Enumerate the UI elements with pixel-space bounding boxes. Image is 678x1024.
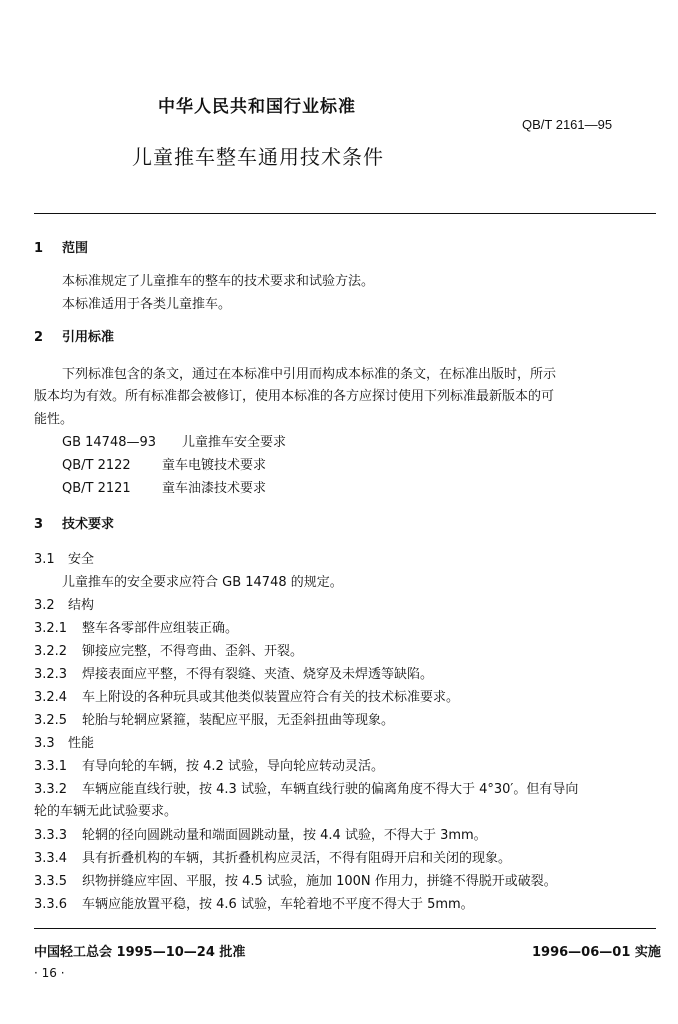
clause-number: 3.3.1	[34, 759, 68, 774]
section-number: 1	[34, 241, 44, 256]
reference-item	[62, 458, 266, 474]
clause	[34, 713, 394, 729]
standard-code: QB/T 2161—95	[522, 117, 613, 132]
section-3-heading	[34, 517, 114, 533]
clause-number: 3.3.4	[34, 851, 68, 866]
approval-date: 中国轻工总会 1995—10—24 批准	[34, 945, 246, 960]
reference-code: GB 14748—93	[62, 435, 157, 450]
header-rule	[34, 213, 656, 214]
clause	[34, 897, 474, 913]
clause	[34, 621, 238, 637]
clause-text: 具有折叠机构的车辆，其折叠机构应灵活，不得有阻碍开启和关闭的现象。	[82, 851, 512, 866]
clause-number: 3.2.1	[34, 621, 68, 636]
paragraph: 能性。	[34, 412, 74, 427]
paragraph: 下列标准包含的条文，通过在本标准中引用而构成本标准的条文，在标准出版时，所示	[62, 367, 557, 382]
clause-number: 3.2.4	[34, 690, 68, 705]
clause-text: 整车各零部件应组装正确。	[82, 621, 239, 636]
clause-text: 车上附设的各种玩具或其他类似装置应符合有关的技术标准要求。	[82, 690, 460, 705]
subsection-number: 3.2	[34, 598, 55, 613]
clause	[34, 782, 578, 798]
clause-number: 3.3.5	[34, 874, 68, 889]
paragraph: 本标准规定了儿童推车的整车的技术要求和试验方法。	[62, 274, 375, 289]
section-title: 技术要求	[62, 517, 115, 532]
clause-text: 轮胎与轮辋应紧箍，装配应平服，无歪斜扭曲等现象。	[82, 713, 395, 728]
reference-item	[62, 481, 266, 497]
reference-name: 童车油漆技术要求	[162, 481, 267, 496]
clause	[34, 851, 511, 867]
paragraph: 版本均为有效。所有标准都会被修订，使用本标准的各方应探讨使用下列标准最新版本的可	[34, 389, 555, 404]
reference-item	[62, 435, 286, 451]
subsection-number: 3.1	[34, 552, 55, 567]
subsection-title: 安全	[68, 552, 95, 567]
page-number: · 16 ·	[34, 966, 65, 980]
clause	[34, 690, 459, 706]
subsection-title: 结构	[68, 598, 95, 613]
paragraph: 本标准适用于各类儿童推车。	[62, 297, 232, 312]
clause-text: 焊接表面应平整，不得有裂缝、夹渣、烧穿及未焊透等缺陷。	[82, 667, 434, 682]
clause	[34, 874, 557, 890]
clause-text: 织物拼缝应牢固、平服，按 4.5 试验，施加 100N 作用力，拼缝不得脱开或破裂。	[82, 874, 557, 889]
reference-code: QB/T 2121	[62, 481, 131, 496]
reference-name: 童车电镀技术要求	[162, 458, 267, 473]
clause-text: 车辆应能直线行驶，按 4.3 试验，车辆直线行驶的偏离角度不得大于 4°30′。但有导向	[82, 782, 579, 797]
subsection-number: 3.3	[34, 736, 55, 751]
subsection-heading	[34, 552, 94, 568]
clause-text: 车辆应能放置平稳，按 4.6 试验，车轮着地不平度不得大于 5mm。	[82, 897, 474, 912]
clause	[34, 828, 487, 844]
clause-number: 3.2.5	[34, 713, 68, 728]
clause-number: 3.3.3	[34, 828, 68, 843]
clause	[34, 644, 303, 660]
section-2-heading	[34, 330, 114, 346]
issuing-authority: 中华人民共和国行业标准	[158, 97, 356, 117]
footer-rule	[34, 928, 656, 929]
subsection-heading	[34, 736, 94, 752]
clause	[34, 667, 433, 683]
reference-code: QB/T 2122	[62, 458, 131, 473]
section-number: 2	[34, 330, 44, 345]
clause-number: 3.3.6	[34, 897, 68, 912]
subsection-heading	[34, 598, 94, 614]
document-title: 儿童推车整车通用技术条件	[132, 145, 384, 169]
effective-date: 1996—06—01 实施	[532, 945, 661, 960]
clause-number: 3.3.2	[34, 782, 68, 797]
clause	[34, 759, 384, 775]
clause-continuation: 轮的车辆无此试验要求。	[34, 804, 178, 819]
reference-name: 儿童推车安全要求	[182, 435, 287, 450]
section-title: 引用标准	[62, 330, 115, 345]
subsection-title: 性能	[68, 736, 95, 751]
clause-text: 有导向轮的车辆，按 4.2 试验，导向轮应转动灵活。	[82, 759, 384, 774]
paragraph: 儿童推车的安全要求应符合 GB 14748 的规定。	[62, 575, 343, 590]
section-title: 范围	[62, 241, 89, 256]
clause-text: 轮辋的径向圆跳动量和端面圆跳动量，按 4.4 试验，不得大于 3mm。	[82, 828, 487, 843]
section-number: 3	[34, 517, 44, 532]
section-1-heading	[34, 241, 88, 257]
clause-number: 3.2.3	[34, 667, 68, 682]
clause-number: 3.2.2	[34, 644, 68, 659]
clause-text: 铆接应完整，不得弯曲、歪斜、开裂。	[82, 644, 304, 659]
